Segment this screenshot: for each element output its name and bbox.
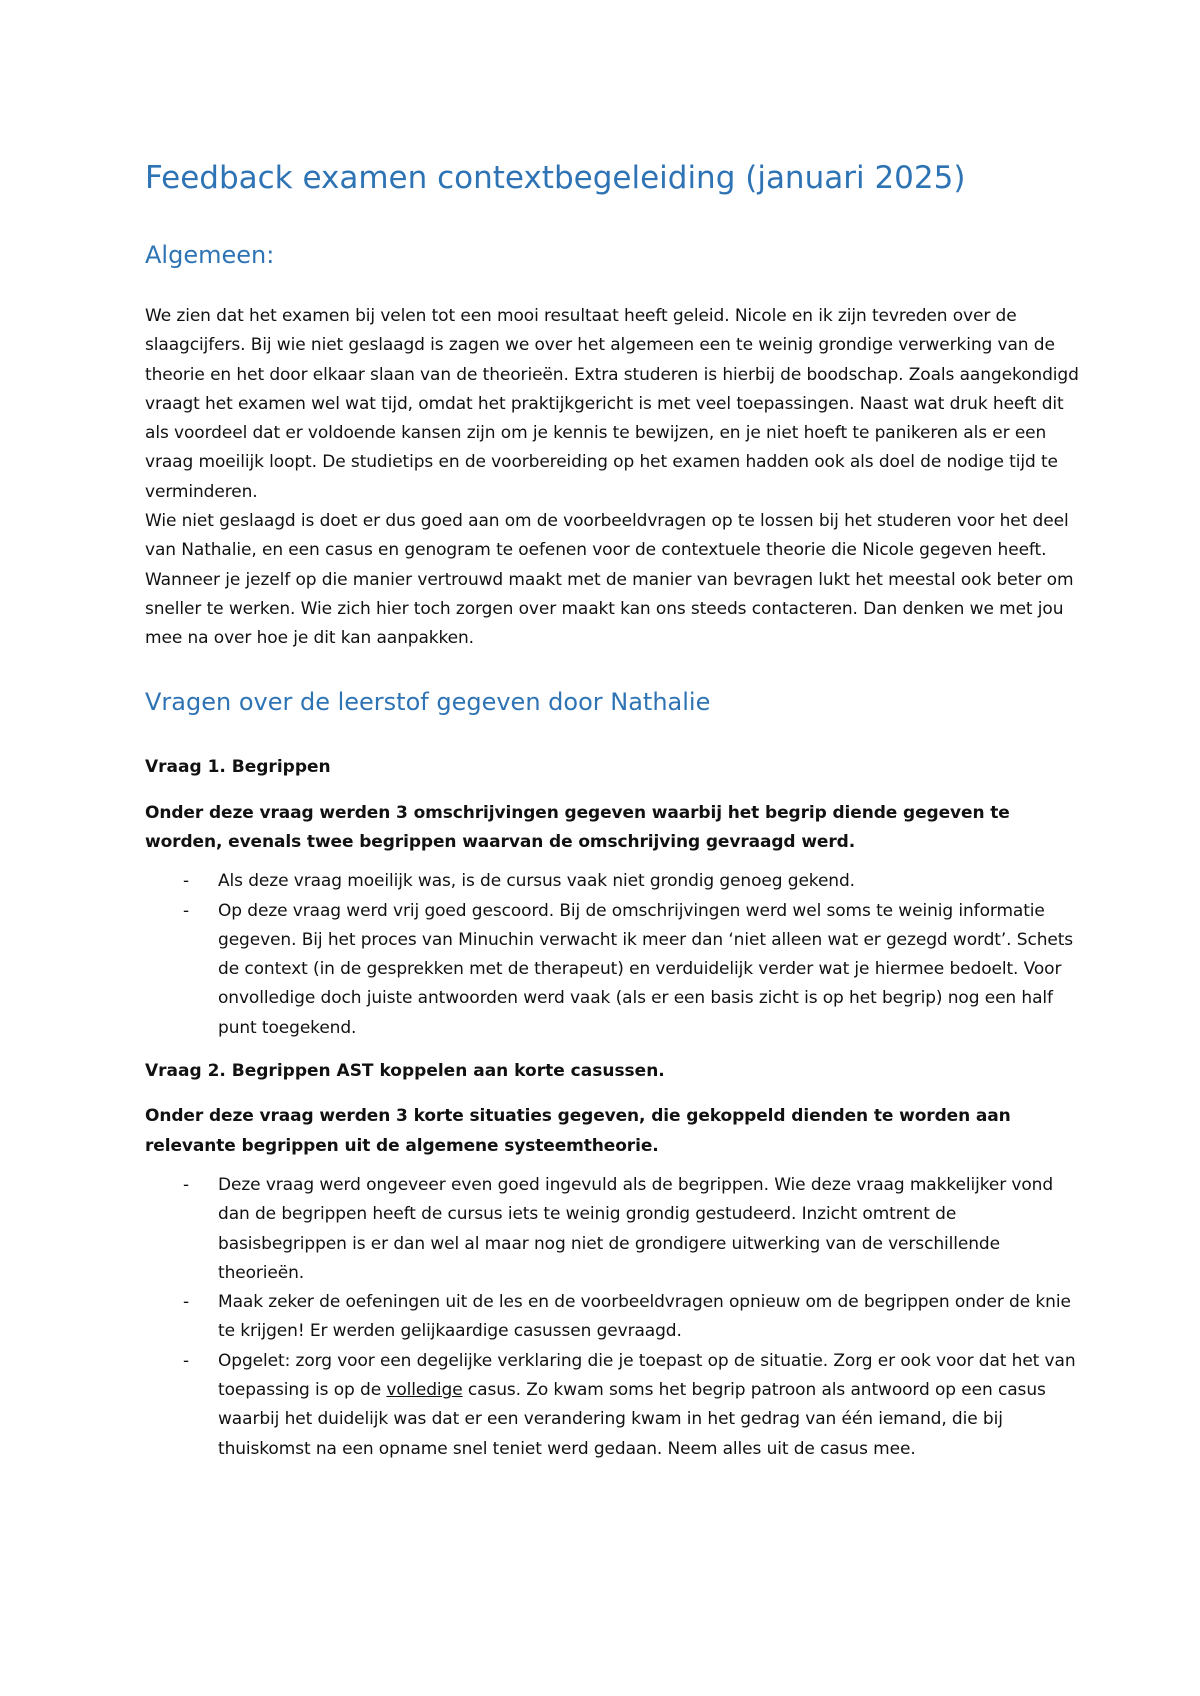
list-item (145, 1347, 1080, 1464)
bullet-dash: - (183, 1174, 190, 1195)
document-page (145, 160, 1080, 1464)
bullet-text: Maak zeker de oefeningen uit de les en de voorbeeldvragen opnieuw om de begrippen onder de knie te krijgen! Er werden gelijkaardige casussen gevraagd. (218, 1292, 1071, 1342)
list-item (145, 867, 1080, 896)
general-paragraph-2: Wie niet geslaagd is doet er dus goed aan om de voorbeeldvragen op te lossen bij het studeren voor het deel van Nathalie, en een casus en genogram te oefenen voor de contextuele theorie die Nicole gegeven heeft. Wanneer je jezelf op die manier vertrouwd maakt met de manier van bevragen lukt het meestal ook beter om sneller te werken. Wie zich hier toch zorgen over maakt kan ons steeds contacteren. Dan denken we met jou mee na over hoe je dit kan aanpakken. (145, 511, 1074, 649)
question-1-description: Onder deze vraag werden 3 omschrijvingen gegeven waarbij het begrip diende gegeven te worden, evenals twee begrippen waarvan de omschrijving gevraagd werd. (145, 802, 1010, 852)
bullet-dash: - (183, 900, 190, 921)
bullet-dash: - (183, 871, 190, 892)
list-item (145, 1288, 1080, 1347)
general-heading: Algemeen: (145, 241, 275, 270)
list-item (145, 1171, 1080, 1288)
question-1-title: Vraag 1. Begrippen (145, 757, 331, 778)
document-title: Feedback examen contextbegeleiding (januari 2025) (145, 160, 966, 196)
bullet-text-after: casus. Zo kwam soms het begrip patroon als antwoord op een casus waarbij het duidelijk was dat er een verandering kwam in het gedrag van één iemand, die bij thuiskomst na een opname snel teniet werd gedaan. Neem alles uit de casus mee. (218, 1379, 1046, 1459)
question-2-title: Vraag 2. Begrippen AST koppelen aan korte casussen. (145, 1061, 665, 1082)
general-paragraph-1: We zien dat het examen bij velen tot een mooi resultaat heeft geleid. Nicole en ik zijn tevreden over de slaagcijfers. Bij wie niet geslaagd is zagen we over het algemeen een te weinig grondige verwerking van de theorie en het door elkaar slaan van de theorieën. Extra studeren is hierbij de boodschap. Zoals aangekondigd vraagt het examen wel wat tijd, omdat het praktijkgericht is met veel toepassingen. Naast wat druk heeft dit als voordeel dat er voldoende kansen zijn om je kennis te bewijzen, en je niet hoeft te panikeren als er een vraag moeilijk loopt. De studietips en de voorbereiding op het examen hadden ook als doel de nodige tijd te verminderen. (145, 305, 1079, 502)
section-heading: Vragen over de leerstof gegeven door Nathalie (145, 687, 711, 716)
question-1-bullets (145, 867, 1080, 1043)
underlined-word: volledige (386, 1379, 463, 1400)
bullet-text: Deze vraag werd ongeveer even goed ingevuld als de begrippen. Wie deze vraag makkelijker vond dan de begrippen heeft de cursus iets te weinig grondig gestudeerd. Inzicht omtrent de basisbegrippen is er dan wel al maar nog niet de grondigere uitwerking van de verschillende theorieën. (218, 1174, 1054, 1283)
question-2-description: Onder deze vraag werden 3 korte situaties gegeven, die gekoppeld dienden te worden aan relevante begrippen uit de algemene systeemtheorie. (145, 1106, 1011, 1156)
bullet-text: Op deze vraag werd vrij goed gescoord. Bij de omschrijvingen werd wel soms te weinig informatie gegeven. Bij het proces van Minuchin verwacht ik meer dan ‘niet alleen wat er gezegd wordt’. Schets de context (in de gesprekken met de therapeut) en verduidelijk verder wat je hiermee bedoelt. Voor onvolledige doch juiste antwoorden werd vaak (als er een basis zicht is op het begrip) nog een half punt toegekend. (218, 900, 1074, 1038)
list-item (145, 897, 1080, 1043)
bullet-dash: - (183, 1350, 190, 1371)
question-2-bullets (145, 1171, 1080, 1464)
bullet-text-before: Opgelet: zorg voor een degelijke verklaring die je toepast op de situatie. Zorg er ook voor dat het van toepassing is op de (218, 1350, 1076, 1400)
bullet-dash: - (183, 1292, 190, 1313)
bullet-text: Als deze vraag moeilijk was, is de cursus vaak niet grondig genoeg gekend. (218, 871, 855, 892)
